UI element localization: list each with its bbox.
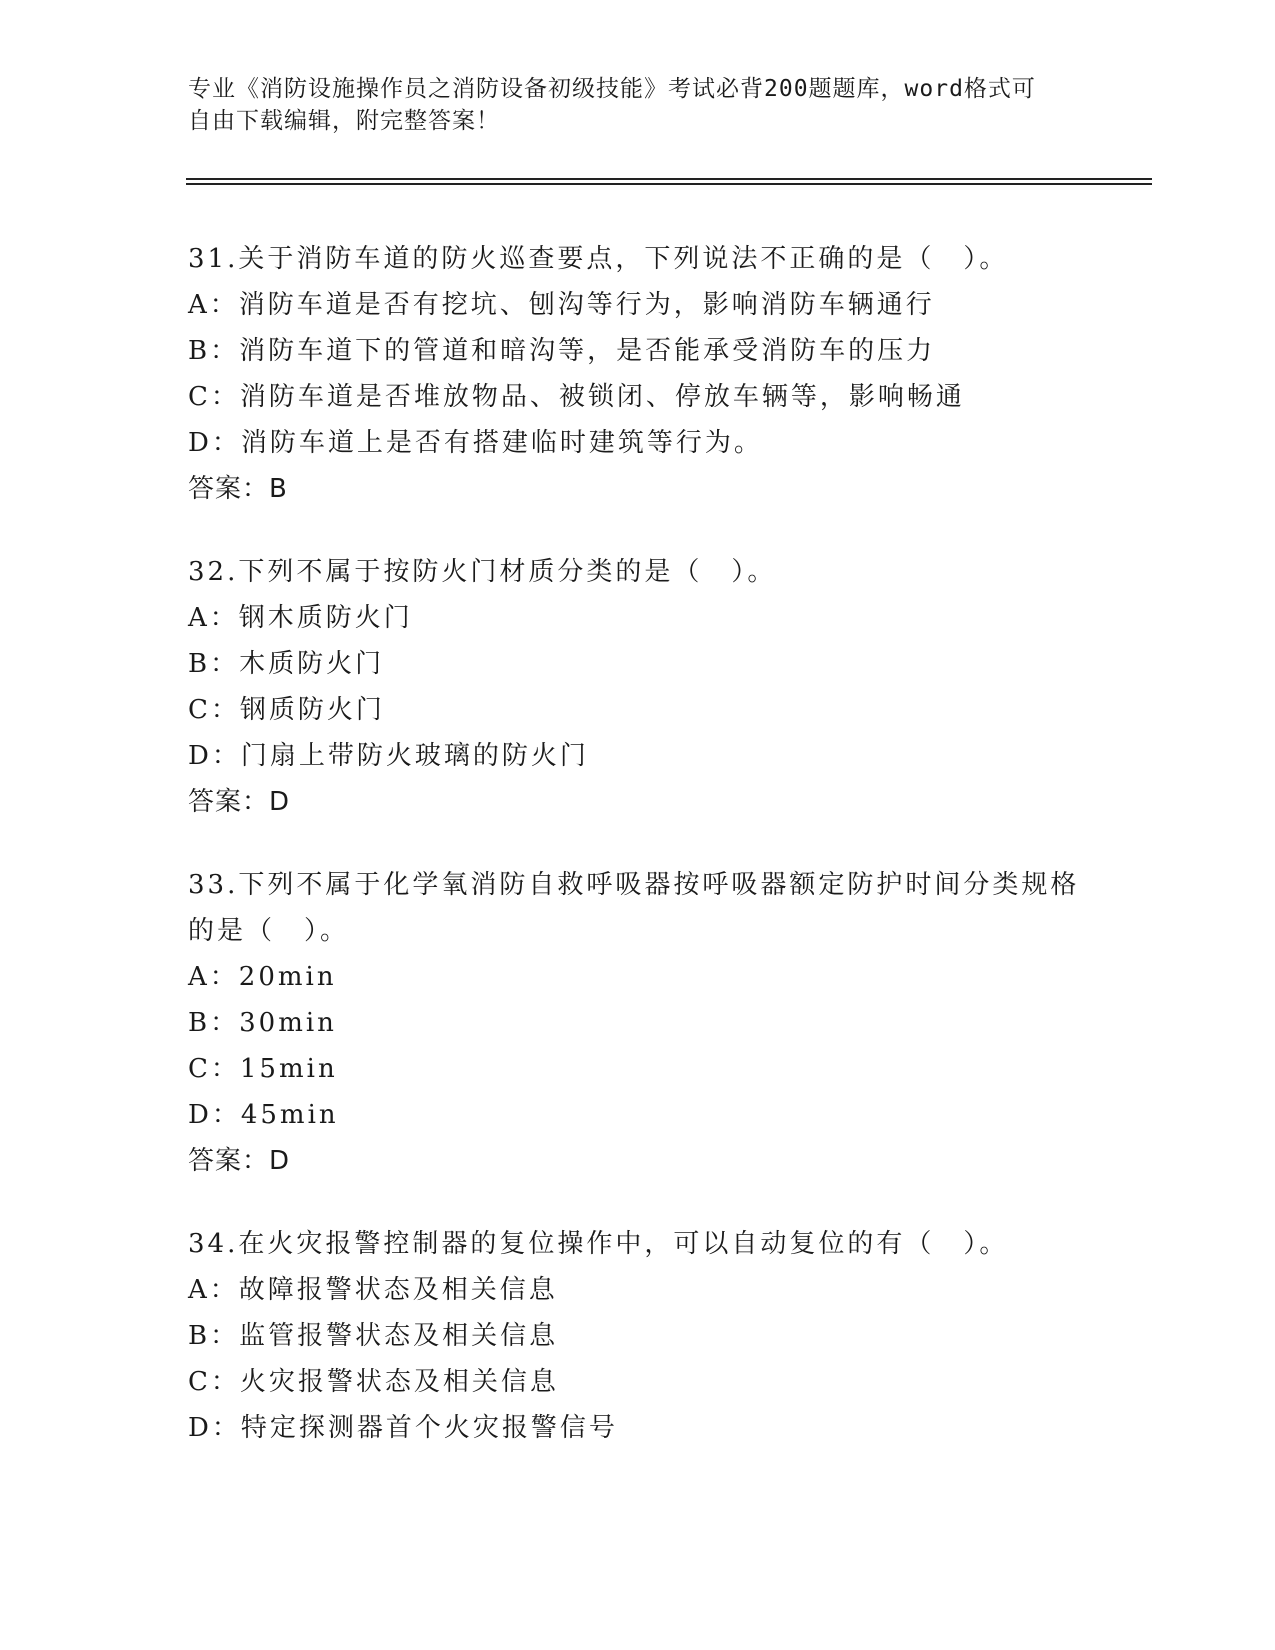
header-divider-top [186,178,1152,180]
header-divider-bottom [186,183,1152,185]
option-a: A：消防车道是否有挖坑、刨沟等行为，影响消防车辆通行 [188,290,935,320]
question-34 [188,1221,1148,1451]
answer-label: 答案：B [188,474,288,504]
option-d: D：消防车道上是否有搭建临时建筑等行为。 [188,428,763,458]
question-list [188,236,1148,1488]
option-a: A：钢木质防火门 [188,603,413,633]
question-33 [188,862,1148,1184]
question-stem: 34.在火灾报警控制器的复位操作中，可以自动复位的有（ ）。 [188,1229,1009,1259]
header-line-2: 自由下载编辑，附完整答案！ [188,108,500,134]
option-a: A：故障报警状态及相关信息 [188,1275,558,1305]
question-stem [188,862,1148,954]
option-b: B：消防车道下的管道和暗沟等，是否能承受消防车的压力 [188,336,936,366]
option-c: C：15min [188,1054,338,1084]
question-stem-line-2: 的是（ ）。 [188,916,350,946]
option-c: C：火灾报警状态及相关信息 [188,1367,559,1397]
question-stem: 31.关于消防车道的防火巡查要点，下列说法不正确的是（ ）。 [188,244,1009,274]
header-line-1: 专业《消防设施操作员之消防设备初级技能》考试必背200题题库，word格式可 [188,76,1036,102]
option-a: A：20min [188,962,337,992]
question-32 [188,549,1148,825]
question-stem-line-1: 33.下列不属于化学氧消防自救呼吸器按呼吸器额定防护时间分类规格 [188,870,1080,900]
option-d: D：门扇上带防火玻璃的防火门 [188,741,589,771]
option-d: D：45min [188,1100,339,1130]
option-c: C：钢质防火门 [188,695,385,725]
option-d: D：特定探测器首个火灾报警信号 [188,1413,618,1443]
option-b: B：监管报警状态及相关信息 [188,1321,559,1351]
option-b: B：30min [188,1008,337,1038]
question-31 [188,236,1148,512]
question-stem: 32.下列不属于按防火门材质分类的是（ ）。 [188,557,777,587]
answer-label: 答案：D [188,1146,291,1176]
option-b: B：木质防火门 [188,649,385,679]
answer-label: 答案：D [188,787,291,817]
document-header [188,73,1088,137]
option-c: C：消防车道是否堆放物品、被锁闭、停放车辆等，影响畅通 [188,382,965,412]
